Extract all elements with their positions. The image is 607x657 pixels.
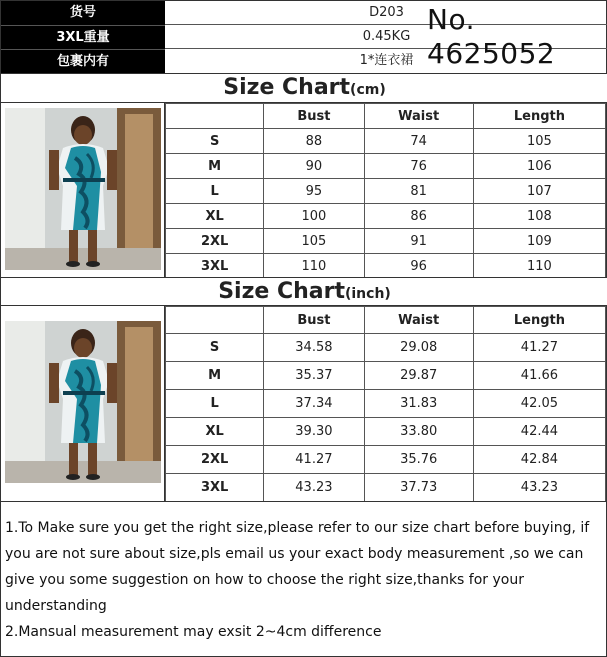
- length-value: 42.05: [473, 390, 605, 418]
- length-value: 41.66: [473, 362, 605, 390]
- size-label: XL: [166, 204, 264, 229]
- waist-value: 86: [364, 204, 473, 229]
- cm-header-waist: Waist: [364, 104, 473, 129]
- cm-chart-title: Size Chart: [223, 75, 351, 100]
- bust-value: 105: [264, 229, 364, 254]
- table-row: [166, 474, 606, 502]
- dress-model-image: [5, 321, 161, 483]
- product-number: No. 4625052: [427, 3, 556, 70]
- package-label: 包裹内有: [1, 49, 165, 73]
- size-label: 3XL: [166, 254, 264, 279]
- bust-value: 88: [264, 129, 364, 154]
- length-value: 108: [473, 204, 605, 229]
- waist-value: 81: [364, 179, 473, 204]
- waist-value: 74: [364, 129, 473, 154]
- bust-value: 34.58: [264, 334, 364, 362]
- inch-dress-photo-cell: [1, 306, 165, 501]
- waist-value: 76: [364, 154, 473, 179]
- table-row: [166, 229, 606, 254]
- cm-chart-title-bar: [1, 73, 607, 103]
- item-number-label: 货号: [1, 1, 165, 25]
- size-label: M: [166, 362, 264, 390]
- table-row: [166, 204, 606, 229]
- waist-value: 33.80: [364, 418, 473, 446]
- table-row: [166, 362, 606, 390]
- dress-model-image: [5, 108, 161, 270]
- inch-header-bust: Bust: [264, 307, 364, 334]
- bust-value: 110: [264, 254, 364, 279]
- cm-header-empty: [166, 104, 264, 129]
- package-value: 1*连衣裙: [359, 53, 414, 68]
- bust-value: 41.27: [264, 446, 364, 474]
- bust-value: 95: [264, 179, 364, 204]
- cm-chart-unit: (cm): [350, 82, 386, 98]
- size-label: S: [166, 129, 264, 154]
- bust-value: 43.23: [264, 474, 364, 502]
- bust-value: 35.37: [264, 362, 364, 390]
- bust-value: 37.34: [264, 390, 364, 418]
- length-value: 42.44: [473, 418, 605, 446]
- note-1: 1.To Make sure you get the right size,please refer to our size chart before buying, if you are not sure about size,pls email us your exact body measurement ,so we can give you some suggestion on how to choose the right size,thanks for your understanding: [5, 520, 590, 614]
- size-label: 2XL: [166, 446, 264, 474]
- inch-chart-title-bar: [1, 277, 607, 306]
- bust-value: 90: [264, 154, 364, 179]
- length-value: 106: [473, 154, 605, 179]
- sizing-notes: [1, 501, 607, 657]
- bust-value: 39.30: [264, 418, 364, 446]
- length-value: 41.27: [473, 334, 605, 362]
- waist-value: 91: [364, 229, 473, 254]
- weight-label: 3XL重量: [1, 25, 165, 49]
- cm-header-length: Length: [473, 104, 605, 129]
- inch-size-table: [165, 306, 606, 502]
- size-label: 3XL: [166, 474, 264, 502]
- cm-size-table: [165, 103, 606, 279]
- size-label: 2XL: [166, 229, 264, 254]
- waist-value: 37.73: [364, 474, 473, 502]
- item-number-value: D203: [369, 5, 404, 20]
- table-row: [166, 418, 606, 446]
- bust-value: 100: [264, 204, 364, 229]
- length-value: 43.23: [473, 474, 605, 502]
- inch-header-length: Length: [473, 307, 605, 334]
- table-row: [166, 334, 606, 362]
- product-header: [1, 1, 607, 73]
- table-row: [166, 390, 606, 418]
- length-value: 107: [473, 179, 605, 204]
- inch-header-empty: [166, 307, 264, 334]
- size-label: S: [166, 334, 264, 362]
- table-row: [166, 254, 606, 279]
- inch-chart-unit: (inch): [344, 286, 391, 302]
- inch-chart-title: Size Chart: [218, 279, 345, 304]
- length-value: 110: [473, 254, 605, 279]
- table-row: [166, 446, 606, 474]
- length-value: 109: [473, 229, 605, 254]
- cm-header-bust: Bust: [264, 104, 364, 129]
- size-label: M: [166, 154, 264, 179]
- inch-header-row: [166, 307, 606, 334]
- size-label: L: [166, 390, 264, 418]
- table-row: [166, 154, 606, 179]
- table-row: [166, 129, 606, 154]
- waist-value: 29.08: [364, 334, 473, 362]
- length-value: 42.84: [473, 446, 605, 474]
- inch-header-waist: Waist: [364, 307, 473, 334]
- cm-header-row: [166, 104, 606, 129]
- waist-value: 35.76: [364, 446, 473, 474]
- waist-value: 96: [364, 254, 473, 279]
- size-label: L: [166, 179, 264, 204]
- note-2: 2.Mansual measurement may exsit 2~4cm difference: [5, 624, 382, 640]
- size-label: XL: [166, 418, 264, 446]
- waist-value: 29.87: [364, 362, 473, 390]
- table-row: [166, 179, 606, 204]
- waist-value: 31.83: [364, 390, 473, 418]
- weight-value: 0.45KG: [362, 29, 411, 44]
- cm-dress-photo-cell: [1, 103, 165, 277]
- length-value: 105: [473, 129, 605, 154]
